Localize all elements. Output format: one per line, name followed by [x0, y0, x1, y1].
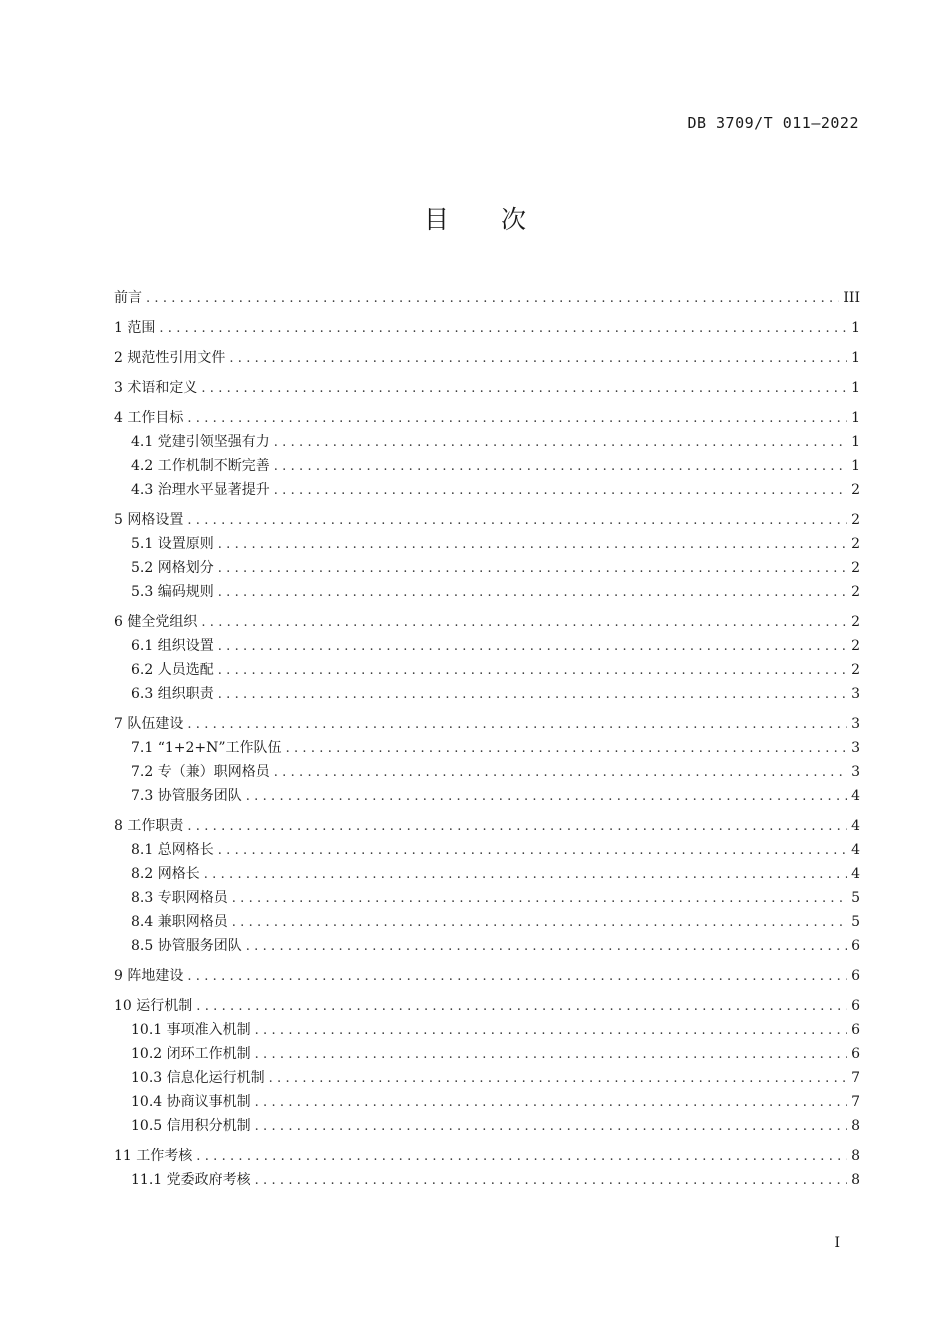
toc-entry[interactable] [114, 286, 860, 310]
toc-entry[interactable] [114, 580, 860, 604]
toc-entry-page: 2 [851, 614, 860, 630]
toc-leader-dots [218, 635, 847, 659]
toc-leader-dots [274, 761, 847, 785]
toc-leader-dots [187, 713, 847, 737]
toc-entry-page: 1 [851, 350, 860, 366]
toc-entry-page: 8 [851, 1118, 860, 1134]
document-code: DB 3709/T 011—2022 [687, 114, 859, 132]
toc-entry[interactable] [114, 508, 860, 532]
toc-entry[interactable] [114, 1168, 860, 1192]
toc-entry[interactable] [114, 406, 860, 430]
toc-entry-page: 6 [851, 998, 860, 1014]
toc-entry-title: 9 阵地建设 [114, 968, 184, 984]
toc-entry-page: 8 [851, 1148, 860, 1164]
toc-entry-page: 1 [851, 434, 860, 450]
toc-leader-dots [159, 317, 847, 341]
toc-entry-page: 3 [851, 740, 860, 756]
toc-entry-title: 8.5 协管服务团队 [131, 938, 242, 954]
toc-entry-title: 8 工作职责 [114, 818, 184, 834]
toc-entry[interactable] [114, 1018, 860, 1042]
toc-leader-dots [229, 347, 847, 371]
toc-entry-page: 5 [851, 914, 860, 930]
toc-entry-page: 2 [851, 560, 860, 576]
toc-entry[interactable] [114, 760, 860, 784]
toc-entry-title: 4 工作目标 [114, 410, 184, 426]
toc-entry-title: 7.1 “1+2+N”工作队伍 [131, 740, 282, 756]
toc-entry[interactable] [114, 454, 860, 478]
toc-entry-title: 4.3 治理水平显著提升 [131, 482, 270, 498]
toc-leader-dots [187, 509, 847, 533]
toc-leader-dots [255, 1091, 847, 1115]
toc-leader-dots [187, 815, 847, 839]
toc-leader-dots [274, 455, 847, 479]
toc-entry-title: 4.1 党建引领坚强有力 [131, 434, 270, 450]
toc-entry[interactable] [114, 1114, 860, 1138]
page-number: I [834, 1235, 840, 1251]
toc-entry-title: 7 队伍建设 [114, 716, 184, 732]
toc-entry[interactable] [114, 814, 860, 838]
toc-entry-title: 11 工作考核 [114, 1148, 193, 1164]
toc-leader-dots [218, 683, 847, 707]
toc-entry-title: 1 范围 [114, 320, 156, 336]
toc-entry[interactable] [114, 682, 860, 706]
toc-entry[interactable] [114, 934, 860, 958]
toc-entry-page: 1 [851, 458, 860, 474]
toc-entry-title: 8.2 网格长 [131, 866, 200, 882]
toc-entry[interactable] [114, 610, 860, 634]
toc-entry[interactable] [114, 346, 860, 370]
toc-leader-dots [255, 1019, 847, 1043]
toc-entry-title: 5.3 编码规则 [131, 584, 214, 600]
toc-leader-dots [196, 995, 847, 1019]
toc-leader-dots [201, 377, 847, 401]
toc-entry-title: 10.5 信用积分机制 [131, 1118, 251, 1134]
toc-entry-page: 2 [851, 638, 860, 654]
toc-leader-dots [286, 737, 848, 761]
toc-entry-title: 10.4 协商议事机制 [131, 1094, 251, 1110]
toc-entry[interactable] [114, 478, 860, 502]
toc-entry[interactable] [114, 910, 860, 934]
toc-leader-dots [196, 1145, 847, 1169]
toc-entry-page: 6 [851, 938, 860, 954]
toc-entry-title: 前言 [114, 290, 142, 306]
toc-entry-title: 10.3 信息化运行机制 [131, 1070, 265, 1086]
toc-entry-title: 7.2 专（兼）职网格员 [131, 764, 270, 780]
toc-entry-title: 2 规范性引用文件 [114, 350, 226, 366]
toc-entry-page: 4 [851, 842, 860, 858]
toc-leader-dots [218, 557, 847, 581]
toc-entry-page: 4 [851, 866, 860, 882]
toc-entry-title: 8.4 兼职网格员 [131, 914, 228, 930]
toc-entry[interactable] [114, 376, 860, 400]
toc-leader-dots [187, 407, 847, 431]
toc-entry[interactable] [114, 316, 860, 340]
toc-entry-title: 7.3 协管服务团队 [131, 788, 242, 804]
toc-entry[interactable] [114, 994, 860, 1018]
toc-entry[interactable] [114, 430, 860, 454]
toc-leader-dots [255, 1043, 847, 1067]
toc-entry-title: 10.1 事项准入机制 [131, 1022, 251, 1038]
toc-entry-page: 2 [851, 662, 860, 678]
toc-entry-title: 6.3 组织职责 [131, 686, 214, 702]
toc-entry-page: 2 [851, 584, 860, 600]
toc-leader-dots [146, 287, 839, 311]
toc-entry-page: 5 [851, 890, 860, 906]
toc-entry-page: 6 [851, 968, 860, 984]
toc-leader-dots [218, 839, 847, 863]
toc-entry-page: III [843, 290, 860, 306]
toc-entry[interactable] [114, 886, 860, 910]
toc-entry-page: 1 [851, 410, 860, 426]
toc-entry-title: 4.2 工作机制不断完善 [131, 458, 270, 474]
toc-leader-dots [232, 911, 847, 935]
toc-leader-dots [218, 581, 847, 605]
toc-entry-page: 2 [851, 512, 860, 528]
toc-entry[interactable] [114, 838, 860, 862]
toc-entry[interactable] [114, 964, 860, 988]
toc-entry[interactable] [114, 784, 860, 808]
toc-leader-dots [274, 479, 847, 503]
toc-leader-dots [246, 785, 847, 809]
toc-entry-page: 3 [851, 716, 860, 732]
toc-entry-title: 8.3 专职网格员 [131, 890, 228, 906]
toc-leader-dots [255, 1169, 847, 1193]
toc-leader-dots [274, 431, 847, 455]
toc-entry-page: 3 [851, 686, 860, 702]
toc-entry[interactable] [114, 658, 860, 682]
toc-leader-dots [232, 887, 847, 911]
toc-entry[interactable] [114, 532, 860, 556]
toc-entry[interactable] [114, 712, 860, 736]
toc-entry[interactable] [114, 1090, 860, 1114]
toc-title: 目次 [423, 205, 578, 234]
toc-leader-dots [201, 611, 847, 635]
toc-leader-dots [255, 1115, 847, 1139]
toc-entry[interactable] [114, 556, 860, 580]
toc-leader-dots [218, 659, 847, 683]
toc-entry-title: 6.2 人员选配 [131, 662, 214, 678]
toc-entry-page: 1 [851, 380, 860, 396]
toc-leader-dots [246, 935, 847, 959]
toc-entry-title: 11.1 党委政府考核 [131, 1172, 251, 1188]
toc-entry-title: 5.2 网格划分 [131, 560, 214, 576]
toc-entry-title: 5.1 设置原则 [131, 536, 214, 552]
toc-entry[interactable] [114, 1144, 860, 1168]
toc-entry-title: 6.1 组织设置 [131, 638, 214, 654]
toc-entry-page: 2 [851, 536, 860, 552]
toc-entry-title: 8.1 总网格长 [131, 842, 214, 858]
table-of-contents [114, 286, 860, 1192]
toc-entry-page: 6 [851, 1022, 860, 1038]
toc-entry[interactable] [114, 1042, 860, 1066]
toc-entry[interactable] [114, 862, 860, 886]
toc-entry-title: 10.2 闭环工作机制 [131, 1046, 251, 1062]
toc-entry-page: 7 [851, 1070, 860, 1086]
toc-entry-title: 6 健全党组织 [114, 614, 198, 630]
toc-entry[interactable] [114, 634, 860, 658]
toc-entry-page: 4 [851, 818, 860, 834]
toc-leader-dots [204, 863, 847, 887]
toc-entry-page: 1 [851, 320, 860, 336]
toc-entry-page: 2 [851, 482, 860, 498]
toc-entry-page: 7 [851, 1094, 860, 1110]
toc-entry[interactable] [114, 1066, 860, 1090]
toc-leader-dots [218, 533, 847, 557]
toc-entry-title: 3 术语和定义 [114, 380, 198, 396]
toc-leader-dots [187, 965, 847, 989]
toc-entry-page: 4 [851, 788, 860, 804]
toc-entry-title: 10 运行机制 [114, 998, 193, 1014]
toc-leader-dots [269, 1067, 847, 1091]
toc-entry-title: 5 网格设置 [114, 512, 184, 528]
toc-entry-page: 3 [851, 764, 860, 780]
toc-entry-page: 6 [851, 1046, 860, 1062]
toc-entry[interactable] [114, 736, 860, 760]
toc-entry-page: 8 [851, 1172, 860, 1188]
